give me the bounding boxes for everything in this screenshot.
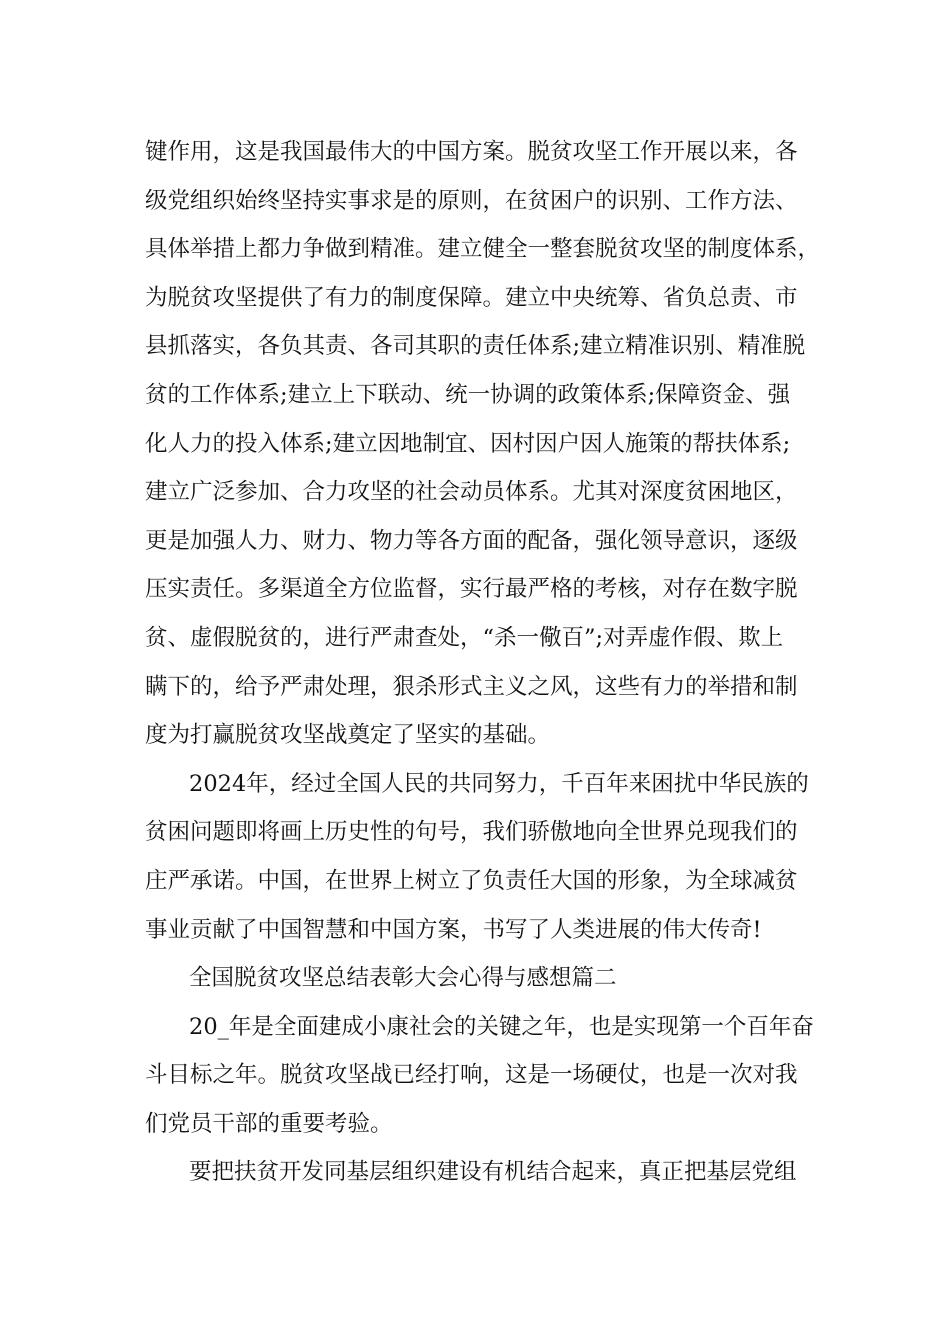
- paragraph-1: [145, 128, 825, 760]
- text-line: 化人力的投入体系;建立因地制宜、因村因户因人施策的帮扶体系;: [145, 430, 791, 457]
- text-line: 贫的工作体系;建立上下联动、统一协调的政策体系;保障资金、强: [145, 381, 791, 408]
- text-line: 建立广泛参加、合力攻坚的社会动员体系。尤其对深度贫困地区，: [145, 479, 798, 506]
- paragraph-3: [145, 1003, 825, 1149]
- text-line: 贫、虚假脱贫的，进行严肃查处，“杀一儆百”;对弄虚作假、欺上: [145, 624, 784, 651]
- document-body: [145, 128, 825, 1197]
- text-line: 瞒下的，给予严肃处理，狠杀形式主义之风，这些有力的举措和制: [145, 673, 798, 700]
- text-line: 具体举措上都力争做到精准。建立健全一整套脱贫攻坚的制度体系，: [145, 236, 821, 263]
- text-line: 更是加强人力、财力、物力等各方面的配备，强化领导意识，逐级: [145, 527, 798, 554]
- text-line: 度为打赢脱贫攻坚战奠定了坚实的基础。: [145, 722, 551, 749]
- text-line: 斗目标之年。脱贫攻坚战已经打响，这是一场硬仗，也是一次对我: [145, 1062, 798, 1089]
- text-line: 要把扶贫开发同基层组织建设有机结合起来，真正把基层党组: [189, 1159, 797, 1186]
- text-line: 级党组织始终坚持实事求是的原则，在贫困户的识别、工作方法、: [145, 187, 798, 214]
- text-line: 县抓落实，各负其责、各司其职的责任体系;建立精准识别、精准脱: [145, 333, 806, 360]
- text-line: 20_年是全面建成小康社会的关键之年，也是实现第一个百年奋: [189, 1013, 814, 1040]
- text-line: 贫困问题即将画上历史性的句号，我们骄傲地向全世界兑现我们的: [145, 819, 798, 846]
- text-line: 2024年，经过全国人民的共同努力，千百年来困扰中华民族的: [189, 770, 809, 797]
- text-line: 事业贡献了中国智慧和中国方案，书写了人类进展的伟大传奇!: [145, 916, 762, 943]
- text-line: 庄严承诺。中国，在世界上树立了负责任大国的形象，为全球减贫: [145, 867, 798, 894]
- section-heading: [145, 954, 825, 1003]
- paragraph-4: [145, 1148, 825, 1197]
- text-line: 们党员干部的重要考验。: [145, 1110, 393, 1137]
- paragraph-2: [145, 760, 825, 954]
- text-line: 压实责任。多渠道全方位监督，实行最严格的考核，对存在数字脱: [145, 576, 798, 603]
- text-line: 键作用，这是我国最伟大的中国方案。脱贫攻坚工作开展以来，各: [145, 139, 798, 165]
- text-line: 为脱贫攻坚提供了有力的制度保障。建立中央统筹、省负总责、市: [145, 284, 798, 311]
- heading-text: 全国脱贫攻坚总结表彰大会心得与感想篇二: [189, 965, 617, 992]
